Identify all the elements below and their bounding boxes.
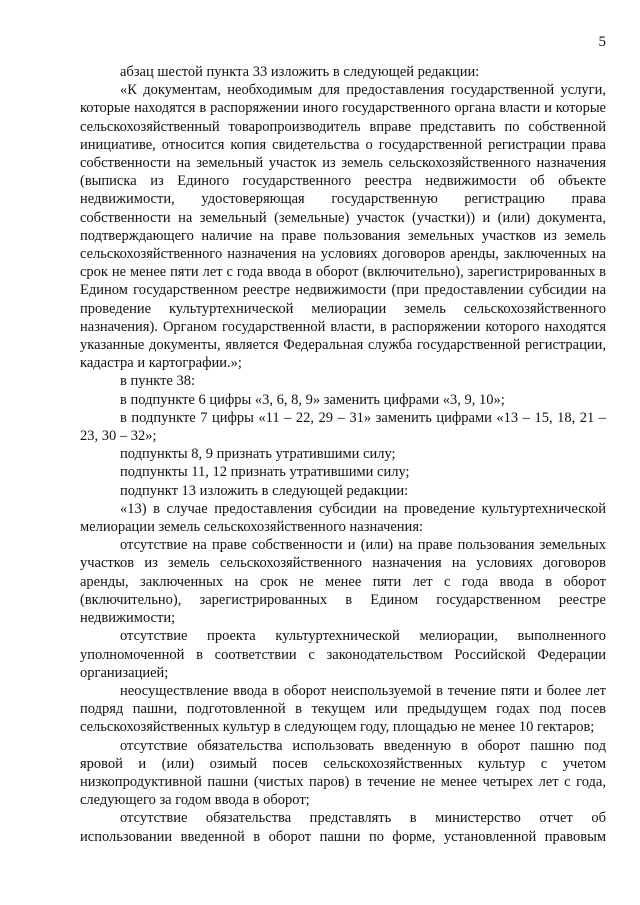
paragraph: неосуществление ввода в оборот неиспользуемой в течение пяти и более лет подряд пашни, подготовленной в текущем или предыдущем годах под посев сельскохозяйственных культур в следующем году, площадью не менее 10 гектаров; — [80, 682, 606, 736]
paragraph: подпункты 8, 9 признать утратившими силу; — [120, 446, 396, 463]
paragraph: в пункте 38: — [120, 373, 196, 390]
paragraph: отсутствие проекта культуртехнической мелиорации, выполненного уполномоченной в соответствии с законодательством Российской Федерации организацией; — [80, 628, 606, 681]
paragraph: отсутствие обязательства использовать введенную в оборот пашню под яровой и (или) озимый посев сельскохозяйственных культур с учетом низкопродуктивной пашни (чистых паров) в течение не менее четырех лет с года, следующего за годом ввода в оборот; — [80, 737, 606, 809]
paragraph: подпункты 11, 12 признать утратившими силу; — [120, 464, 410, 481]
paragraph: «К документам, необходимым для предоставления государственной услуги, которые находятся в распоряжении иного государственного органа власти и которые сельскохозяйственный товаропроизводитель вправе представить по собственной инициативе, относится копия свидетельства о государственной регистрации права собственности на земельный участок из земель сельскохозяйственного назначения (выписка из Единого государственного реестра недвижимости об объекте недвижимости, удостоверяющая государственную регистрацию права собственности на земельный (земельные) участок (участки)) и (или) документа, подтверждающего наличие на праве пользования земельных участков из земель сельскохозяйственного назначения на условиях договоров аренды, заключенных на срок не менее пяти лет с года ввода в оборот (включительно), зарегистрированных в Едином государственном реестре недвижимости (при предоставлении субсидии на проведение культуртехнической мелиорации земель сельскохозяйственного назначения). Органом государственной власти, в распоряжении которого находятся указанные документы, является Федеральная служба государственной регистрации, кадастра и картографии.»; — [80, 82, 606, 372]
paragraph: «13) в случае предоставления субсидии на проведение культуртехнической мелиорации земель сельскохозяйственного назначения: — [80, 500, 606, 536]
paragraph: абзац шестой пункта 33 изложить в следующей редакции: — [120, 64, 480, 80]
paragraph: отсутствие обязательства представлять в министерство отчет об использовании введенной в оборот пашни по форме, установленной правовым — [80, 810, 606, 845]
paragraph: отсутствие на праве собственности и (или) на праве пользования земельных участков из земель сельскохозяйственного назначения на условиях договоров аренды, заключенных на срок не менее пяти лет с года ввода в оборот (включительно), зарегистрированных в Едином государственном реестре недвижимости; — [80, 537, 606, 627]
paragraph: в подпункте 6 цифры «3, 6, 8, 9» заменить цифрами «3, 9, 10»; — [120, 391, 505, 408]
page-number: 5 — [598, 34, 606, 50]
paragraph: в подпункте 7 цифры «11 – 22, 29 – 31» заменить цифрами «13 – 15, 18, 21 – 23, 30 – 32»; — [80, 409, 606, 445]
paragraph: подпункт 13 изложить в следующей редакции: — [120, 482, 409, 499]
document-body — [80, 63, 606, 846]
